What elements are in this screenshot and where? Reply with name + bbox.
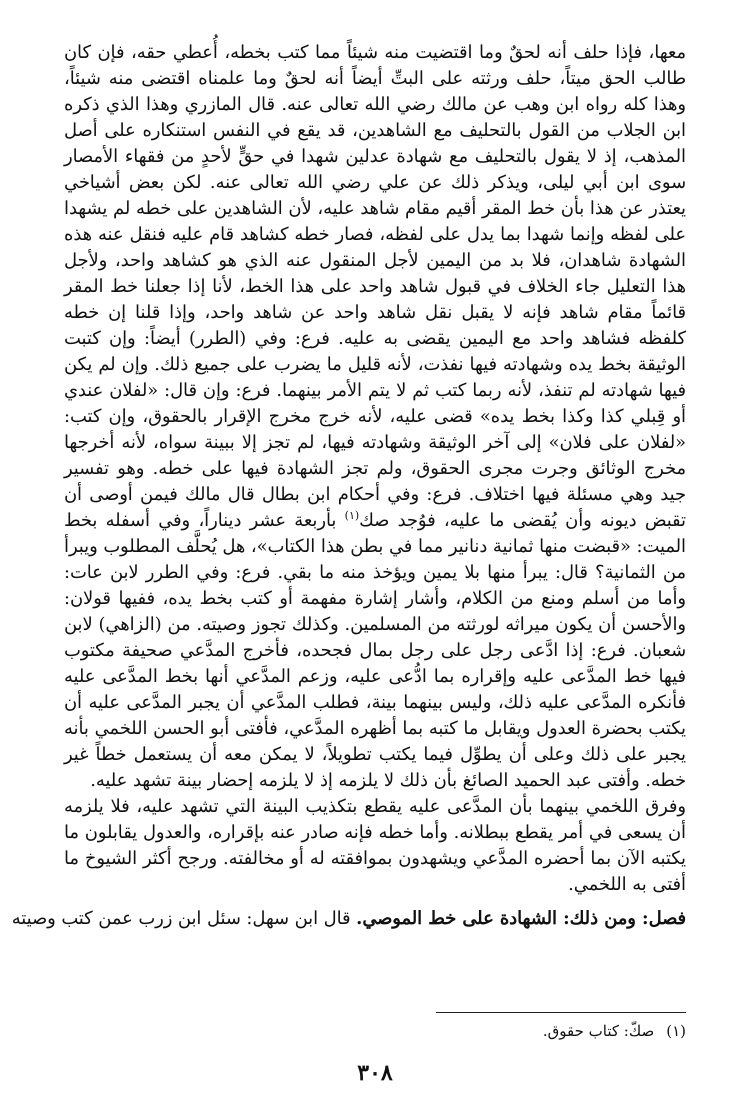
footnote — [543, 1020, 686, 1042]
paragraph-text-continued: بأربعة عشر ديناراً، وفي أسفله بخط الميت: «قبضت منها ثمانية دنانير مما في بطن هذا الكتاب»، هل يُحلَّف المطلوب ويبرأ من الثمانية؟ قال: يبرأ منها بلا يمين ويؤخذ منه ما بقي. فرع: وفي الطرر لابن عات: وأما من أسلم ومنع من الكلام، وأشار إشارة مفهمة أو كتب بخط يده، ففيها قولان: والأحسن أن يكون ميراثه لورثته من المسلمين. وكذلك تجوز وصيته. من (الزاهي) لابن شعبان. فرع: إذا ادَّعى رجل على رجل بمال فجحده، فأخرج المدَّعي صحيفة مكتوب فيها خط المدَّعى عليه وإقراره بما ادُّعى عليه، وزعم المدَّعي أنها بخط المدَّعى عليه فأنكره المدَّعى عليه ذلك، وليس بينهما بينة، فطلب المدَّعي أن يجبر المدَّعى عليه أن يكتب بحضرة العدول ويقابل ما كتبه بما أظهره المدَّعي، فأفتى أبو الحسن اللخمي بأنه يجبر على ذلك وعلى أن يطوِّل فيما يكتب تطويلاً، لا يمكن معه أن يستعمل خطاً غير خطه. وأفتى عبد الحميد الصائغ بأن ذلك لا يلزمه إذ لا يلزمه إحضار بينة تشهد عليه. — [64, 510, 686, 791]
section-heading: فصل: ومن ذلك: الشهادة على خط الموصي. — [356, 908, 686, 929]
footnote-divider — [436, 1012, 686, 1013]
footnote-text: صكّ: كتاب حقوق. — [542, 1022, 655, 1040]
footnote-reference: (١) — [344, 509, 360, 523]
book-page — [11, 40, 687, 1086]
main-text — [64, 40, 686, 898]
page-number: ٣٠٨ — [357, 1060, 393, 1086]
paragraph — [64, 40, 686, 794]
paragraph: وفرق اللخمي بينهما بأن المدَّعى عليه يقطع بتكذيب البينة التي تشهد عليه، فلا يلزمه أن يسعى في أمر يقطع ببطلانه. وأما خطه فإنه صادر عنه بإقراره، والعدول يقابلون ما يكتبه الآن بما أحضره المدَّعي ويشهدون بموافقته له أو مخالفته. ورجح أكثر الشيوخ ما أفتى به اللخمي. — [64, 796, 686, 895]
section-start — [11, 906, 686, 932]
section-text: قال ابن سهل: سئل ابن زرب عمن كتب وصيته — [11, 908, 357, 929]
paragraph-text: معها، فإذا حلف أنه لحقٌ وما اقتضيت منه شيئاً مما كتب بخطه، أُعطي حقه، فإن كان طالب الحق ميتاً، حلف ورثته على البتِّ أيضاً أنه لحقٌ وما علمناه اقتضى منه شيئاً، وهذا كله رواه ابن وهب عن مالك رضي الله تعالى عنه. قال المازري وهذا الذي ذكره ابن الجلاب من القول بالتحليف مع الشاهدين، قد يقع في النفس استنكاره على أصل المذهب، إذ لا يقول بالتحليف مع شهادة عدلين شهدا في حقٍّ لأحدٍ من فقهاء الأمصار سوى ابن أبي ليلى، ويذكر ذلك عن علي رضي الله تعالى عنه. لكن بعض أشياخي يعتذر عن هذا بأن خط المقر أقيم مقام شاهد عليه، لأن الشاهدين على خطه لم يشهدا على لفظه وإنما شهدا بما يدل على لفظه، فصار خطه كشاهد قام عليه فنقل عنه هذه الشهادة شاهدان، فلا بد من اليمين لأجل المنقول عنه الذي هو كشاهد واحد، ولأجل هذا التعليل جاء الخلاف في قبول شاهد واحد على هذا الخط، لأنا إذا جعلنا خط المقر قائماً مقام شاهد فإنه لا يقبل نقل شاهد واحد عن شاهد واحد، وإذا قلنا إن خطه كلفظه فشاهد واحد مع اليمين يقضى به عليه. فرع: وفي (الطرر) أيضاً: وإن كتبت الوثيقة بخط يده وشهادته فيها نفذت، لأنه قليل ما يضرب على جميع ذلك. وإن لم يكن فيها شهادته لم تنفذ، لأنه ربما كتب ثم لا يتم الأمر بينهما. فرع: وإن قال: «لفلان عندي أو قِبلي كذا وكذا بخط يده» قضى عليه، لأنه خرج مخرج الإقرار بالحقوق، وإن كتب: «لفلان على فلان» إلى آخر الوثيقة وشهادته فيها، لم تجز إلا ببينة سواه، لأنه أخرجها مخرج الوثائق وجرت مجرى الحقوق، ولم تجز الشهادة فيها على خطه. وهو تفسير جيد وهي مسئلة فيها اختلاف. فرع: وفي أحكام ابن بطال قال مالك فيمن أوصى أن تقبض ديونه وأن يُقضى ما عليه، فوُجد صك — [64, 42, 687, 531]
footnote-number: (١) — [666, 1022, 686, 1040]
